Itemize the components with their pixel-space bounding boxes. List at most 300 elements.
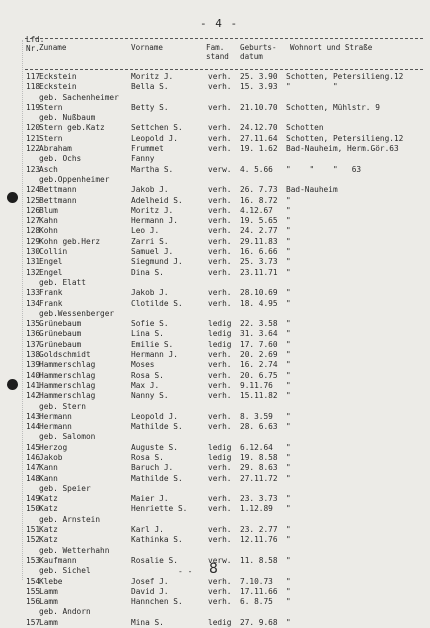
row-geburt: 27. 9.68 bbox=[240, 617, 278, 627]
row-stand: verh. bbox=[208, 288, 232, 298]
row-vorname: Kathinka S. bbox=[131, 535, 183, 545]
row-geburt: 4. 5.66 bbox=[240, 164, 273, 174]
row-nr: 120 bbox=[26, 123, 41, 133]
row-zuname: Engel bbox=[39, 267, 63, 277]
row-zuname: Hammerschlag bbox=[39, 370, 96, 380]
row-vorname: Jakob J. bbox=[131, 185, 169, 195]
row-wohnort: " bbox=[286, 329, 291, 339]
row-vorname: Henriette S. bbox=[131, 504, 188, 514]
row-vorname: Emilie S. bbox=[131, 339, 174, 349]
header-vorname: Vorname bbox=[131, 43, 164, 52]
row-nr: 129 bbox=[26, 236, 41, 246]
row-wohnort: " bbox=[286, 525, 291, 535]
row-wohnort: Bad-Nauheim, Herm.Gör.63 bbox=[286, 144, 399, 154]
row-geburt: 16. 2.74 bbox=[240, 360, 278, 370]
row-vorname: Frummet bbox=[131, 144, 164, 154]
row-nr: 134 bbox=[26, 298, 41, 308]
row-geburt: 20. 2.69 bbox=[240, 350, 278, 360]
row-stand: verh. bbox=[208, 360, 232, 370]
row-zuname: geb.Wessenberger bbox=[39, 308, 115, 318]
row-stand: verh. bbox=[208, 525, 232, 535]
row-stand: ledig bbox=[208, 452, 232, 462]
table-row bbox=[0, 113, 430, 123]
row-zuname: Lamm bbox=[39, 617, 58, 627]
row-stand: verh. bbox=[208, 586, 232, 596]
row-nr: 138 bbox=[26, 350, 41, 360]
row-vorname: Karl J. bbox=[131, 525, 164, 535]
row-zuname: Eckstein bbox=[39, 72, 77, 81]
row-nr: 156 bbox=[26, 597, 41, 607]
row-wohnort: " bbox=[286, 195, 291, 205]
row-nr: 144 bbox=[26, 422, 41, 432]
table-row bbox=[0, 299, 430, 309]
row-wohnort: " bbox=[286, 298, 291, 308]
row-nr: 143 bbox=[26, 411, 41, 421]
row-nr: 130 bbox=[26, 247, 41, 257]
row-stand: verh. bbox=[208, 257, 232, 267]
row-vorname: Lina S. bbox=[131, 329, 164, 339]
row-wohnort: " " " 63 bbox=[286, 164, 362, 174]
table-row bbox=[0, 443, 430, 453]
table-row bbox=[0, 618, 430, 628]
row-vorname: Baruch J. bbox=[131, 463, 174, 473]
row-nr: 145 bbox=[26, 442, 41, 452]
table-row bbox=[0, 546, 430, 556]
row-geburt: 1.12.89 bbox=[240, 504, 273, 514]
row-vorname: Mathilde S. bbox=[131, 473, 183, 483]
row-nr: 126 bbox=[26, 205, 41, 215]
row-stand: verh. bbox=[208, 205, 232, 215]
row-stand: verh. bbox=[208, 82, 232, 92]
header-rule-bottom bbox=[25, 69, 423, 70]
row-vorname: Auguste S. bbox=[131, 442, 178, 452]
table-row bbox=[0, 504, 430, 514]
header-geburt: Geburts- datum bbox=[240, 43, 277, 61]
row-zuname: Collin bbox=[39, 247, 68, 257]
row-zuname: geb. Nußbaum bbox=[39, 113, 96, 123]
row-wohnort: " bbox=[286, 422, 291, 432]
row-zuname: Katz bbox=[39, 535, 58, 545]
row-zuname: Hermann bbox=[39, 411, 72, 421]
table-row bbox=[0, 165, 430, 175]
table-row bbox=[0, 432, 430, 442]
row-vorname: Martha S. bbox=[131, 164, 174, 174]
row-stand: verh. bbox=[208, 236, 232, 246]
footer-number: 8 bbox=[209, 561, 218, 577]
row-stand: verh. bbox=[208, 298, 232, 308]
table-row bbox=[0, 525, 430, 535]
row-geburt: 17.11.66 bbox=[240, 586, 278, 596]
row-nr: 155 bbox=[26, 586, 41, 596]
row-stand: verh. bbox=[208, 494, 232, 504]
row-zuname: Herzog bbox=[39, 442, 68, 452]
table-row bbox=[0, 484, 430, 494]
row-stand: verh. bbox=[208, 473, 232, 483]
table-row bbox=[0, 350, 430, 360]
row-nr: 122 bbox=[26, 144, 41, 154]
row-geburt: 23. 3.73 bbox=[240, 494, 278, 504]
row-nr: 137 bbox=[26, 339, 41, 349]
row-zuname: geb. Speier bbox=[39, 483, 91, 493]
table-row bbox=[0, 360, 430, 370]
row-zuname: Grünebaum bbox=[39, 329, 82, 339]
row-nr: 148 bbox=[26, 473, 41, 483]
row-geburt: 28.10.69 bbox=[240, 288, 278, 298]
table-row bbox=[0, 288, 430, 298]
table-row bbox=[0, 309, 430, 319]
row-stand: verh. bbox=[208, 102, 232, 112]
row-nr: 154 bbox=[26, 576, 41, 586]
row-nr: 140 bbox=[26, 370, 41, 380]
row-geburt: 9.11.76 bbox=[240, 380, 273, 390]
row-wohnort: " bbox=[286, 411, 291, 421]
row-zuname: Frank bbox=[39, 288, 63, 298]
row-wohnort: " bbox=[286, 216, 291, 226]
row-zuname: Kahn bbox=[39, 216, 58, 226]
row-nr: 127 bbox=[26, 216, 41, 226]
row-nr: 139 bbox=[26, 360, 41, 370]
row-zuname: Jakob bbox=[39, 452, 63, 462]
row-geburt: 24. 2.77 bbox=[240, 226, 278, 236]
row-geburt: 15. 3.93 bbox=[240, 82, 278, 92]
row-geburt: 11. 8.58 bbox=[240, 555, 278, 565]
row-zuname: Kohn bbox=[39, 226, 58, 236]
table-row bbox=[0, 206, 430, 216]
row-zuname: Katz bbox=[39, 494, 58, 504]
row-stand: verh. bbox=[208, 370, 232, 380]
row-nr: 132 bbox=[26, 267, 41, 277]
table-row bbox=[0, 93, 430, 103]
row-nr: 133 bbox=[26, 288, 41, 298]
table-row bbox=[0, 329, 430, 339]
table-row bbox=[0, 607, 430, 617]
row-zuname: geb. Wetterhahn bbox=[39, 545, 110, 555]
row-vorname: Sofie S. bbox=[131, 319, 169, 329]
row-stand: verw. bbox=[208, 555, 232, 565]
table-row bbox=[0, 175, 430, 185]
row-vorname: Bella S. bbox=[131, 82, 169, 92]
row-geburt: 19. 5.65 bbox=[240, 216, 278, 226]
row-geburt: 23.11.71 bbox=[240, 267, 278, 277]
row-zuname: Kohn geb.Herz bbox=[39, 236, 101, 246]
row-zuname: Bettmann bbox=[39, 195, 77, 205]
row-zuname: Kann bbox=[39, 473, 58, 483]
row-stand: verh. bbox=[208, 380, 232, 390]
row-nr: 121 bbox=[26, 133, 41, 143]
row-stand: ledig bbox=[208, 617, 232, 627]
row-zuname: Hammerschlag bbox=[39, 360, 96, 370]
row-wohnort: " bbox=[286, 370, 291, 380]
row-vorname: Adelheid S. bbox=[131, 195, 183, 205]
row-zuname: Katz bbox=[39, 525, 58, 535]
row-geburt: 7.10.73 bbox=[240, 576, 273, 586]
table-row bbox=[0, 577, 430, 587]
row-wohnort: " bbox=[286, 360, 291, 370]
row-geburt: 18. 4.95 bbox=[240, 298, 278, 308]
row-nr: 141 bbox=[26, 380, 41, 390]
row-stand: verh. bbox=[208, 133, 232, 143]
row-nr: 153 bbox=[26, 555, 41, 565]
row-vorname: Max J. bbox=[131, 380, 160, 390]
row-geburt: 6.12.64 bbox=[240, 442, 273, 452]
table-row bbox=[0, 72, 430, 82]
row-stand: verw. bbox=[208, 164, 232, 174]
row-stand: verh. bbox=[208, 391, 232, 401]
row-zuname: Stern geb.Katz bbox=[39, 123, 105, 133]
row-nr: 149 bbox=[26, 494, 41, 504]
row-wohnort: " bbox=[286, 226, 291, 236]
row-wohnort: " bbox=[286, 473, 291, 483]
table-row bbox=[0, 474, 430, 484]
row-wohnort: " bbox=[286, 391, 291, 401]
table-row bbox=[0, 463, 430, 473]
table-row bbox=[0, 381, 430, 391]
row-wohnort: " bbox=[286, 617, 291, 627]
table-header bbox=[0, 35, 430, 69]
row-geburt: 24.12.70 bbox=[240, 123, 278, 133]
row-zuname: geb.Oppenheimer bbox=[39, 174, 110, 184]
row-stand: verh. bbox=[208, 535, 232, 545]
row-wohnort: " bbox=[286, 339, 291, 349]
table-row bbox=[0, 319, 430, 329]
row-geburt: 8. 3.59 bbox=[240, 411, 273, 421]
row-nr: 118 bbox=[26, 82, 41, 92]
row-nr: 119 bbox=[26, 102, 41, 112]
header-wohnort: Wohnort und Straße bbox=[290, 43, 373, 52]
row-nr: 147 bbox=[26, 463, 41, 473]
table-row bbox=[0, 597, 430, 607]
row-stand: verh. bbox=[208, 185, 232, 195]
header-rule-top bbox=[25, 38, 423, 39]
row-zuname: geb. Sichel bbox=[39, 566, 91, 576]
row-stand: verh. bbox=[208, 350, 232, 360]
row-vorname: Rosalie S. bbox=[131, 555, 178, 565]
row-stand: verh. bbox=[208, 463, 232, 473]
row-zuname: Hammerschlag bbox=[39, 380, 96, 390]
table-row bbox=[0, 453, 430, 463]
row-vorname: Rosa S. bbox=[131, 452, 164, 462]
header-stand: Fam. stand bbox=[206, 43, 229, 61]
row-geburt: 15.11.82 bbox=[240, 391, 278, 401]
row-wohnort: " bbox=[286, 247, 291, 257]
row-zuname: Lamm bbox=[39, 586, 58, 596]
row-vorname: Dina S. bbox=[131, 267, 164, 277]
row-geburt: 31. 3.64 bbox=[240, 329, 278, 339]
table-row bbox=[0, 185, 430, 195]
row-wohnort: " bbox=[286, 463, 291, 473]
row-stand: verh. bbox=[208, 216, 232, 226]
row-nr: 152 bbox=[26, 535, 41, 545]
table-row bbox=[0, 237, 430, 247]
row-vorname: Hannchen S. bbox=[131, 597, 183, 607]
table-row bbox=[0, 422, 430, 432]
row-nr: 135 bbox=[26, 319, 41, 329]
row-geburt: 19. 8.58 bbox=[240, 452, 278, 462]
row-wohnort: " bbox=[286, 288, 291, 298]
row-zuname: geb. Salomon bbox=[39, 432, 96, 442]
header-zuname: Zuname bbox=[39, 43, 67, 52]
punch-hole bbox=[7, 379, 18, 390]
table-row bbox=[0, 515, 430, 525]
row-wohnort: " bbox=[286, 555, 291, 565]
row-stand: verh. bbox=[208, 267, 232, 277]
row-nr: 146 bbox=[26, 452, 41, 462]
row-stand: ledig bbox=[208, 339, 232, 349]
row-wohnort: " bbox=[286, 452, 291, 462]
row-vorname: Jakob J. bbox=[131, 288, 169, 298]
row-geburt: 21.10.70 bbox=[240, 102, 278, 112]
row-vorname: Siegmund J. bbox=[131, 257, 183, 267]
row-vorname: Leo J. bbox=[131, 226, 160, 236]
row-stand: ledig bbox=[208, 442, 232, 452]
row-zuname: Abraham bbox=[39, 144, 72, 154]
row-zuname: Engel bbox=[39, 257, 63, 267]
row-zuname: Bettmann bbox=[39, 185, 77, 195]
row-nr: 151 bbox=[26, 525, 41, 535]
row-nr: 142 bbox=[26, 391, 41, 401]
table-row bbox=[0, 257, 430, 267]
row-wohnort: Schotten, Mühlstr. 9 bbox=[286, 102, 380, 112]
row-wohnort: Schotten bbox=[286, 123, 324, 133]
row-vorname: Hermann J. bbox=[131, 216, 178, 226]
table-row bbox=[0, 587, 430, 597]
table-row bbox=[0, 371, 430, 381]
row-zuname: Asch bbox=[39, 164, 58, 174]
row-wohnort: Schotten, Petersilieng.12 bbox=[286, 133, 404, 143]
row-zuname: Stern bbox=[39, 133, 63, 143]
row-vorname: Moses bbox=[131, 360, 155, 370]
row-geburt: 16. 8.72 bbox=[240, 195, 278, 205]
row-geburt: 27.11.72 bbox=[240, 473, 278, 483]
row-geburt: 23. 2.77 bbox=[240, 525, 278, 535]
footer-mark: - - bbox=[178, 567, 193, 576]
row-stand: verh. bbox=[208, 411, 232, 421]
row-stand: verh. bbox=[208, 144, 232, 154]
table-row bbox=[0, 494, 430, 504]
table-row bbox=[0, 278, 430, 288]
row-geburt: 4.12.67 bbox=[240, 205, 273, 215]
row-geburt: 28. 6.63 bbox=[240, 422, 278, 432]
row-zuname: geb. Elatt bbox=[39, 277, 86, 287]
row-geburt: 27.11.64 bbox=[240, 133, 278, 143]
row-zuname: Eckstein bbox=[39, 82, 77, 92]
table-row bbox=[0, 412, 430, 422]
row-vorname: Zarri S. bbox=[131, 236, 169, 246]
row-wohnort: " bbox=[286, 586, 291, 596]
row-wohnort: " bbox=[286, 350, 291, 360]
row-zuname: geb. Ochs bbox=[39, 154, 82, 164]
row-zuname: Frank bbox=[39, 298, 63, 308]
row-vorname: Moritz J. bbox=[131, 205, 174, 215]
row-geburt: 22. 3.58 bbox=[240, 319, 278, 329]
row-zuname: Goldschmidt bbox=[39, 350, 91, 360]
row-nr: 157 bbox=[26, 617, 41, 627]
table-row bbox=[0, 82, 430, 92]
row-nr: 125 bbox=[26, 195, 41, 205]
row-vorname: Clotilde S. bbox=[131, 298, 183, 308]
table-row bbox=[0, 144, 430, 154]
header-nr: Lfd. Nr. bbox=[26, 35, 45, 53]
row-stand: verh. bbox=[208, 123, 232, 133]
row-geburt: 6. 8.75 bbox=[240, 597, 273, 607]
row-geburt: 25. 3.73 bbox=[240, 257, 278, 267]
row-wohnort: " bbox=[286, 535, 291, 545]
row-vorname: Mathilde S. bbox=[131, 422, 183, 432]
row-nr: 117 bbox=[26, 72, 41, 81]
table-row bbox=[0, 216, 430, 226]
table-row bbox=[0, 196, 430, 206]
row-zuname: Lamm bbox=[39, 597, 58, 607]
row-nr: 128 bbox=[26, 226, 41, 236]
row-nr: 136 bbox=[26, 329, 41, 339]
table-row bbox=[0, 247, 430, 257]
table-row bbox=[0, 391, 430, 401]
row-wohnort: " bbox=[286, 576, 291, 586]
row-vorname: Mina S. bbox=[131, 617, 164, 627]
row-stand: verh. bbox=[208, 576, 232, 586]
row-stand: verh. bbox=[208, 247, 232, 257]
row-vorname: Hermann J. bbox=[131, 350, 178, 360]
row-geburt: 20. 6.75 bbox=[240, 370, 278, 380]
row-nr: 124 bbox=[26, 185, 41, 195]
table-row bbox=[0, 154, 430, 164]
row-nr: 123 bbox=[26, 164, 41, 174]
row-zuname: Hammerschlag bbox=[39, 391, 96, 401]
row-zuname: Grünebaum bbox=[39, 319, 82, 329]
row-stand: verh. bbox=[208, 422, 232, 432]
row-vorname: Nanny S. bbox=[131, 391, 169, 401]
row-geburt: 25. 3.90 bbox=[240, 72, 278, 81]
punch-hole bbox=[7, 192, 18, 203]
table-row bbox=[0, 123, 430, 133]
row-zuname: geb. Andorn bbox=[39, 607, 91, 617]
row-vorname: Betty S. bbox=[131, 102, 169, 112]
row-stand: verh. bbox=[208, 72, 232, 81]
row-vorname: Josef J. bbox=[131, 576, 169, 586]
row-wohnort: " bbox=[286, 257, 291, 267]
row-wohnort: " " bbox=[286, 82, 338, 92]
row-geburt: 17. 7.60 bbox=[240, 339, 278, 349]
row-wohnort: Schotten, Petersilieng.12 bbox=[286, 72, 404, 81]
row-stand: verh. bbox=[208, 597, 232, 607]
row-vorname: David J. bbox=[131, 586, 169, 596]
row-stand: verh. bbox=[208, 195, 232, 205]
table-row bbox=[0, 402, 430, 412]
row-wohnort: Bad-Nauheim bbox=[286, 185, 338, 195]
row-wohnort: " bbox=[286, 236, 291, 246]
row-zuname: Stern bbox=[39, 102, 63, 112]
row-geburt: 19. 1.62 bbox=[240, 144, 278, 154]
table-row bbox=[0, 340, 430, 350]
row-vorname: Fanny bbox=[131, 154, 155, 164]
row-zuname: geb. Stern bbox=[39, 401, 86, 411]
row-zuname: geb. Arnstein bbox=[39, 514, 101, 524]
row-vorname: Leopold J. bbox=[131, 411, 178, 421]
row-nr: 150 bbox=[26, 504, 41, 514]
row-geburt: 26. 7.73 bbox=[240, 185, 278, 195]
row-zuname: Hermann bbox=[39, 422, 72, 432]
row-zuname: Klebe bbox=[39, 576, 63, 586]
row-stand: verh. bbox=[208, 226, 232, 236]
page-number: - 4 - bbox=[200, 17, 239, 30]
row-wohnort: " bbox=[286, 267, 291, 277]
row-zuname: Blum bbox=[39, 205, 58, 215]
row-wohnort: " bbox=[286, 494, 291, 504]
table-row bbox=[0, 103, 430, 113]
table-row bbox=[0, 535, 430, 545]
row-stand: verh. bbox=[208, 504, 232, 514]
row-vorname: Samuel J. bbox=[131, 247, 174, 257]
